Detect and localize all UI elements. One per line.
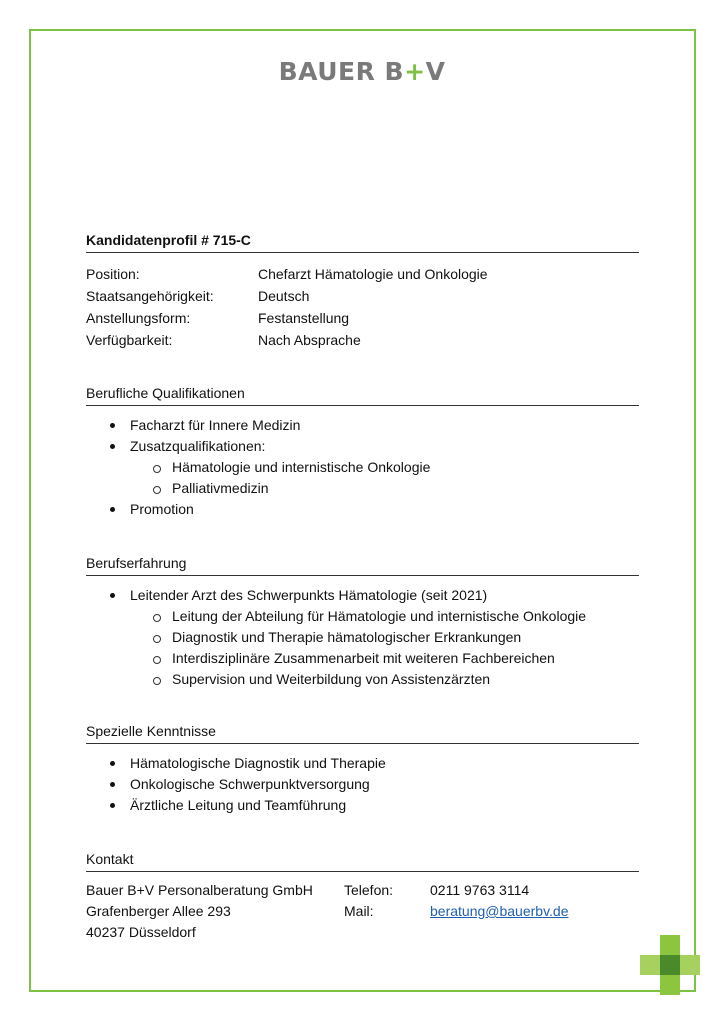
section-heading-experience: Berufserfahrung bbox=[86, 555, 639, 576]
detail-value: Nach Absprache bbox=[258, 332, 361, 348]
detail-value: Festanstellung bbox=[258, 310, 350, 326]
sub-list-item: Leitung der Abteilung für Hämatologie und internistische Onkologie bbox=[86, 606, 639, 627]
profile-details bbox=[86, 263, 639, 351]
section-heading-qualifications: Berufliche Qualifikationen bbox=[86, 385, 639, 406]
sub-list-item: Hämatologie und internistische Onkologie bbox=[86, 457, 639, 478]
detail-row-availability bbox=[86, 329, 639, 351]
contact-labels bbox=[344, 880, 430, 943]
sub-list-item: Supervision und Weiterbildung von Assistenzärzten bbox=[86, 669, 639, 690]
sub-list-item: Diagnostik und Therapie hämatologischer Erkrankungen bbox=[86, 627, 639, 648]
list-item: Promotion bbox=[86, 499, 639, 520]
list-item: Hämatologische Diagnostik und Therapie bbox=[86, 753, 639, 774]
skills-list bbox=[86, 753, 639, 816]
list-item: Ärztliche Leitung und Teamführung bbox=[86, 795, 639, 816]
section-heading-skills: Spezielle Kenntnisse bbox=[86, 723, 639, 744]
phone-label: Telefon: bbox=[344, 882, 394, 898]
section-heading-contact: Kontakt bbox=[86, 851, 639, 872]
profile-title: Kandidatenprofil # 715-C bbox=[86, 232, 639, 253]
detail-label: Anstellungsform: bbox=[86, 310, 191, 326]
phone-number: 0211 9763 3114 bbox=[430, 882, 530, 898]
company-logo: BAUER B+V bbox=[278, 57, 446, 86]
sub-list-item: Palliativmedizin bbox=[86, 478, 639, 499]
list-item: Onkologische Schwerpunktversorgung bbox=[86, 774, 639, 795]
sub-list-item: Interdisziplinäre Zusammenarbeit mit weiteren Fachbereichen bbox=[86, 648, 639, 669]
company-name: Bauer B+V Personalberatung GmbH bbox=[86, 882, 313, 898]
mail-label: Mail: bbox=[344, 903, 374, 919]
experience-list bbox=[86, 585, 639, 690]
contact-values bbox=[430, 880, 569, 943]
green-cross-icon bbox=[640, 935, 700, 995]
qualifications-list bbox=[86, 415, 639, 520]
detail-row-position bbox=[86, 263, 639, 285]
detail-label: Staatsangehörigkeit: bbox=[86, 288, 214, 304]
detail-row-employment bbox=[86, 307, 639, 329]
list-item: Facharzt für Innere Medizin bbox=[86, 415, 639, 436]
street-address: Grafenberger Allee 293 bbox=[86, 903, 231, 919]
detail-row-nationality bbox=[86, 285, 639, 307]
detail-label: Verfügbarkeit: bbox=[86, 332, 173, 348]
detail-value: Chefarzt Hämatologie und Onkologie bbox=[258, 266, 488, 282]
list-item: Leitender Arzt des Schwerpunkts Hämatologie (seit 2021) bbox=[86, 585, 639, 606]
city-address: 40237 Düsseldorf bbox=[86, 924, 196, 940]
contact-block bbox=[86, 880, 639, 943]
list-item: Zusatzqualifikationen: bbox=[86, 436, 639, 457]
email-link[interactable]: beratung@bauerbv.de bbox=[430, 903, 569, 919]
contact-address bbox=[86, 880, 344, 943]
detail-value: Deutsch bbox=[258, 288, 310, 304]
detail-label: Position: bbox=[86, 266, 140, 282]
